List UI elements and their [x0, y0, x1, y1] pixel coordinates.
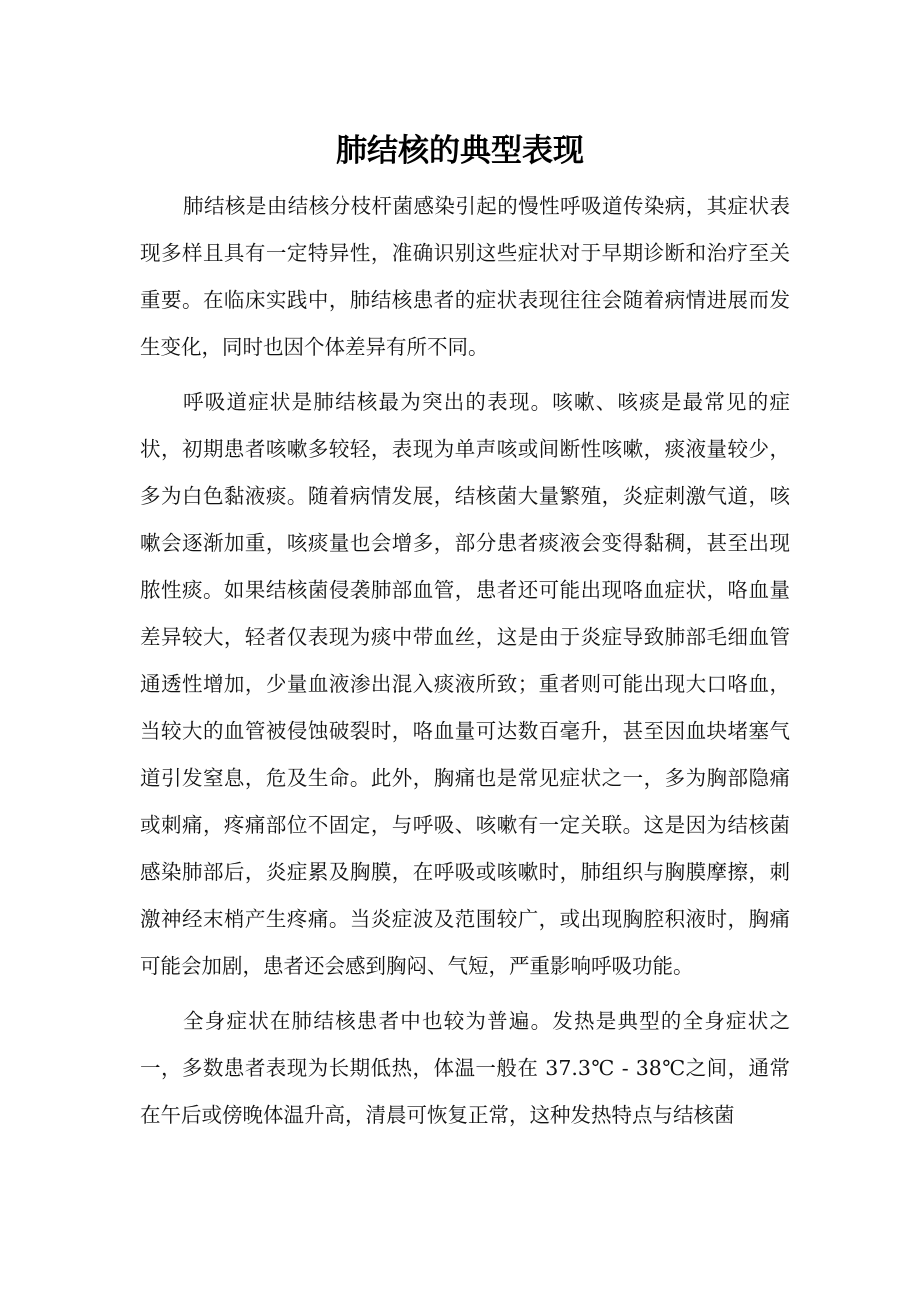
document-body [140, 183, 790, 1147]
paragraph-intro: 肺结核是由结核分枝杆菌感染引起的慢性呼吸道传染病，其症状表现多样且具有一定特异性，准确识别这些症状对于早期诊断和治疗至关重要。在临床实践中，肺结核患者的症状表现往往会随着病情进展而发生变化，同时也因个体差异有所不同。 [140, 194, 790, 359]
document-title: 肺结核的典型表现 [336, 133, 584, 169]
paragraph-systemic-symptoms: 全身症状在肺结核患者中也较为普遍。发热是典型的全身症状之一，多数患者表现为长期低热，体温一般在 37.3℃ - 38℃之间，通常在午后或傍晚体温升高，清晨可恢复正常，这种发热特点与结核菌 [140, 1009, 790, 1127]
paragraph-respiratory-symptoms: 呼吸道症状是肺结核最为突出的表现。咳嗽、咳痰是最常见的症状，初期患者咳嗽多较轻，表现为单声咳或间断性咳嗽，痰液量较少，多为白色黏液痰。随着病情发展，结核菌大量繁殖，炎症刺激气道，咳嗽会逐渐加重，咳痰量也会增多，部分患者痰液会变得黏稠，甚至出现脓性痰。如果结核菌侵袭肺部血管，患者还可能出现咯血症状，咯血量差异较大，轻者仅表现为痰中带血丝，这是由于炎症导致肺部毛细血管通透性增加，少量血液渗出混入痰液所致；重者则可能出现大口咯血，当较大的血管被侵蚀破裂时，咯血量可达数百毫升，甚至因血块堵塞气道引发窒息，危及生命。此外，胸痛也是常见症状之一，多为胸部隐痛或刺痛，疼痛部位不固定，与呼吸、咳嗽有一定关联。这是因为结核菌感染肺部后，炎症累及胸膜，在呼吸或咳嗽时，肺组织与胸膜摩擦，刺激神经末梢产生疼痛。当炎症波及范围较广，或出现胸腔积液时，胸痛可能会加剧，患者还会感到胸闷、气短，严重影响呼吸功能。 [140, 390, 790, 978]
